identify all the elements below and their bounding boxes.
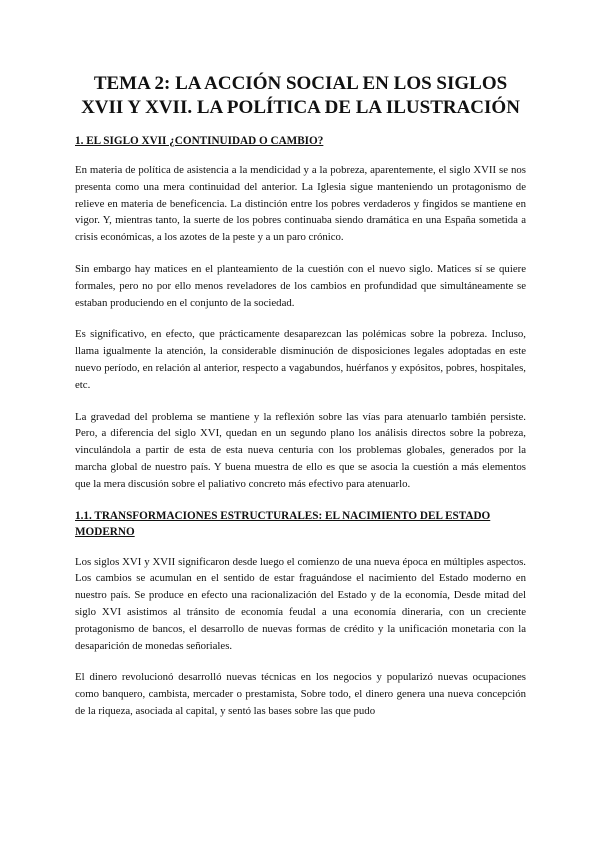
section-heading-1-1: 1.1. TRANSFORMACIONES ESTRUCTURALES: EL NACIMIENTO DEL ESTADO MODERNO [75, 509, 491, 538]
paragraph: Sin embargo hay matices en el planteamiento de la cuestión con el nuevo siglo. Matices sí se quiere formales, pero no por ello menos reveladores de los cambios en profundidad que simultáneamente se estaban produciendo en el conjunto de la sociedad. [75, 262, 526, 309]
document-title: TEMA 2: LA ACCIÓN SOCIAL EN LOS SIGLOS XVII Y XVII. LA POLÍTICA DE LA ILUSTRACIÓN [81, 73, 520, 118]
paragraph: En materia de política de asistencia a la mendicidad y a la pobreza, aparentemente, el siglo XVII se nos presenta como una mera continuidad del anterior. La Iglesia sigue manteniendo un protagonismo de relieve en materia de beneficencia. La distinción entre los pobres verdaderos y fingidos se mantiene en vigor. Y, mientras tanto, la suerte de los pobres continuaba siendo dramática en una España sometida a crisis económicas, a los azotes de la peste y a un paro crónico. [75, 164, 526, 244]
section-heading-1: 1. EL SIGLO XVII ¿CONTINUIDAD O CAMBIO? [75, 135, 324, 147]
paragraph: Es significativo, en efecto, que prácticamente desaparezcan las polémicas sobre la pobreza. Incluso, llama igualmente la atención, la considerable disminución de disposiciones legales adoptadas en este nuevo período, en relación al anterior, respecto a vagabundos, huérfanos y expósitos, pobres, hospitales, etc. [75, 328, 526, 391]
paragraph: El dinero revolucionó desarrolló nuevas técnicas en los negocios y popularizó nuevas ocupaciones como banquero, cambista, mercader o prestamista, Sobre todo, el dinero genera una nueva concepción de la riqueza, asociada al capital, y sentó las bases sobre las que pudo [75, 671, 526, 717]
paragraph: Los siglos XVI y XVII significaron desde luego el comienzo de una nueva época en múltiples aspectos. Los cambios se acumulan en el sentido de estar fraguándose el nacimiento del Estado moderno en nuestro país. Se produce en efecto una racionalización del Estado y de la economía, Desde mitad del siglo XVI asistimos al tránsito de economía feudal a una economía dineraria, con un creciente protagonismo de bancos, el desarrollo de nuevas formas de crédito y la unificación monetaria con la desaparición de monedas señoriales. [75, 555, 526, 652]
paragraph: La gravedad del problema se mantiene y la reflexión sobre las vías para atenuarlo también persiste. Pero, a diferencia del siglo XVI, quedan en un segundo plano los análisis directos sobre la pobreza, vinculándola a partir de esta de esta nueva centuria con los problemas globales, generados por la marcha global de nuestro país. Y buena muestra de ello es que se asocia la cuestión a más elementos que la mera discusión sobre el paliativo concreto más efectivo para atenuarlo. [75, 410, 526, 490]
